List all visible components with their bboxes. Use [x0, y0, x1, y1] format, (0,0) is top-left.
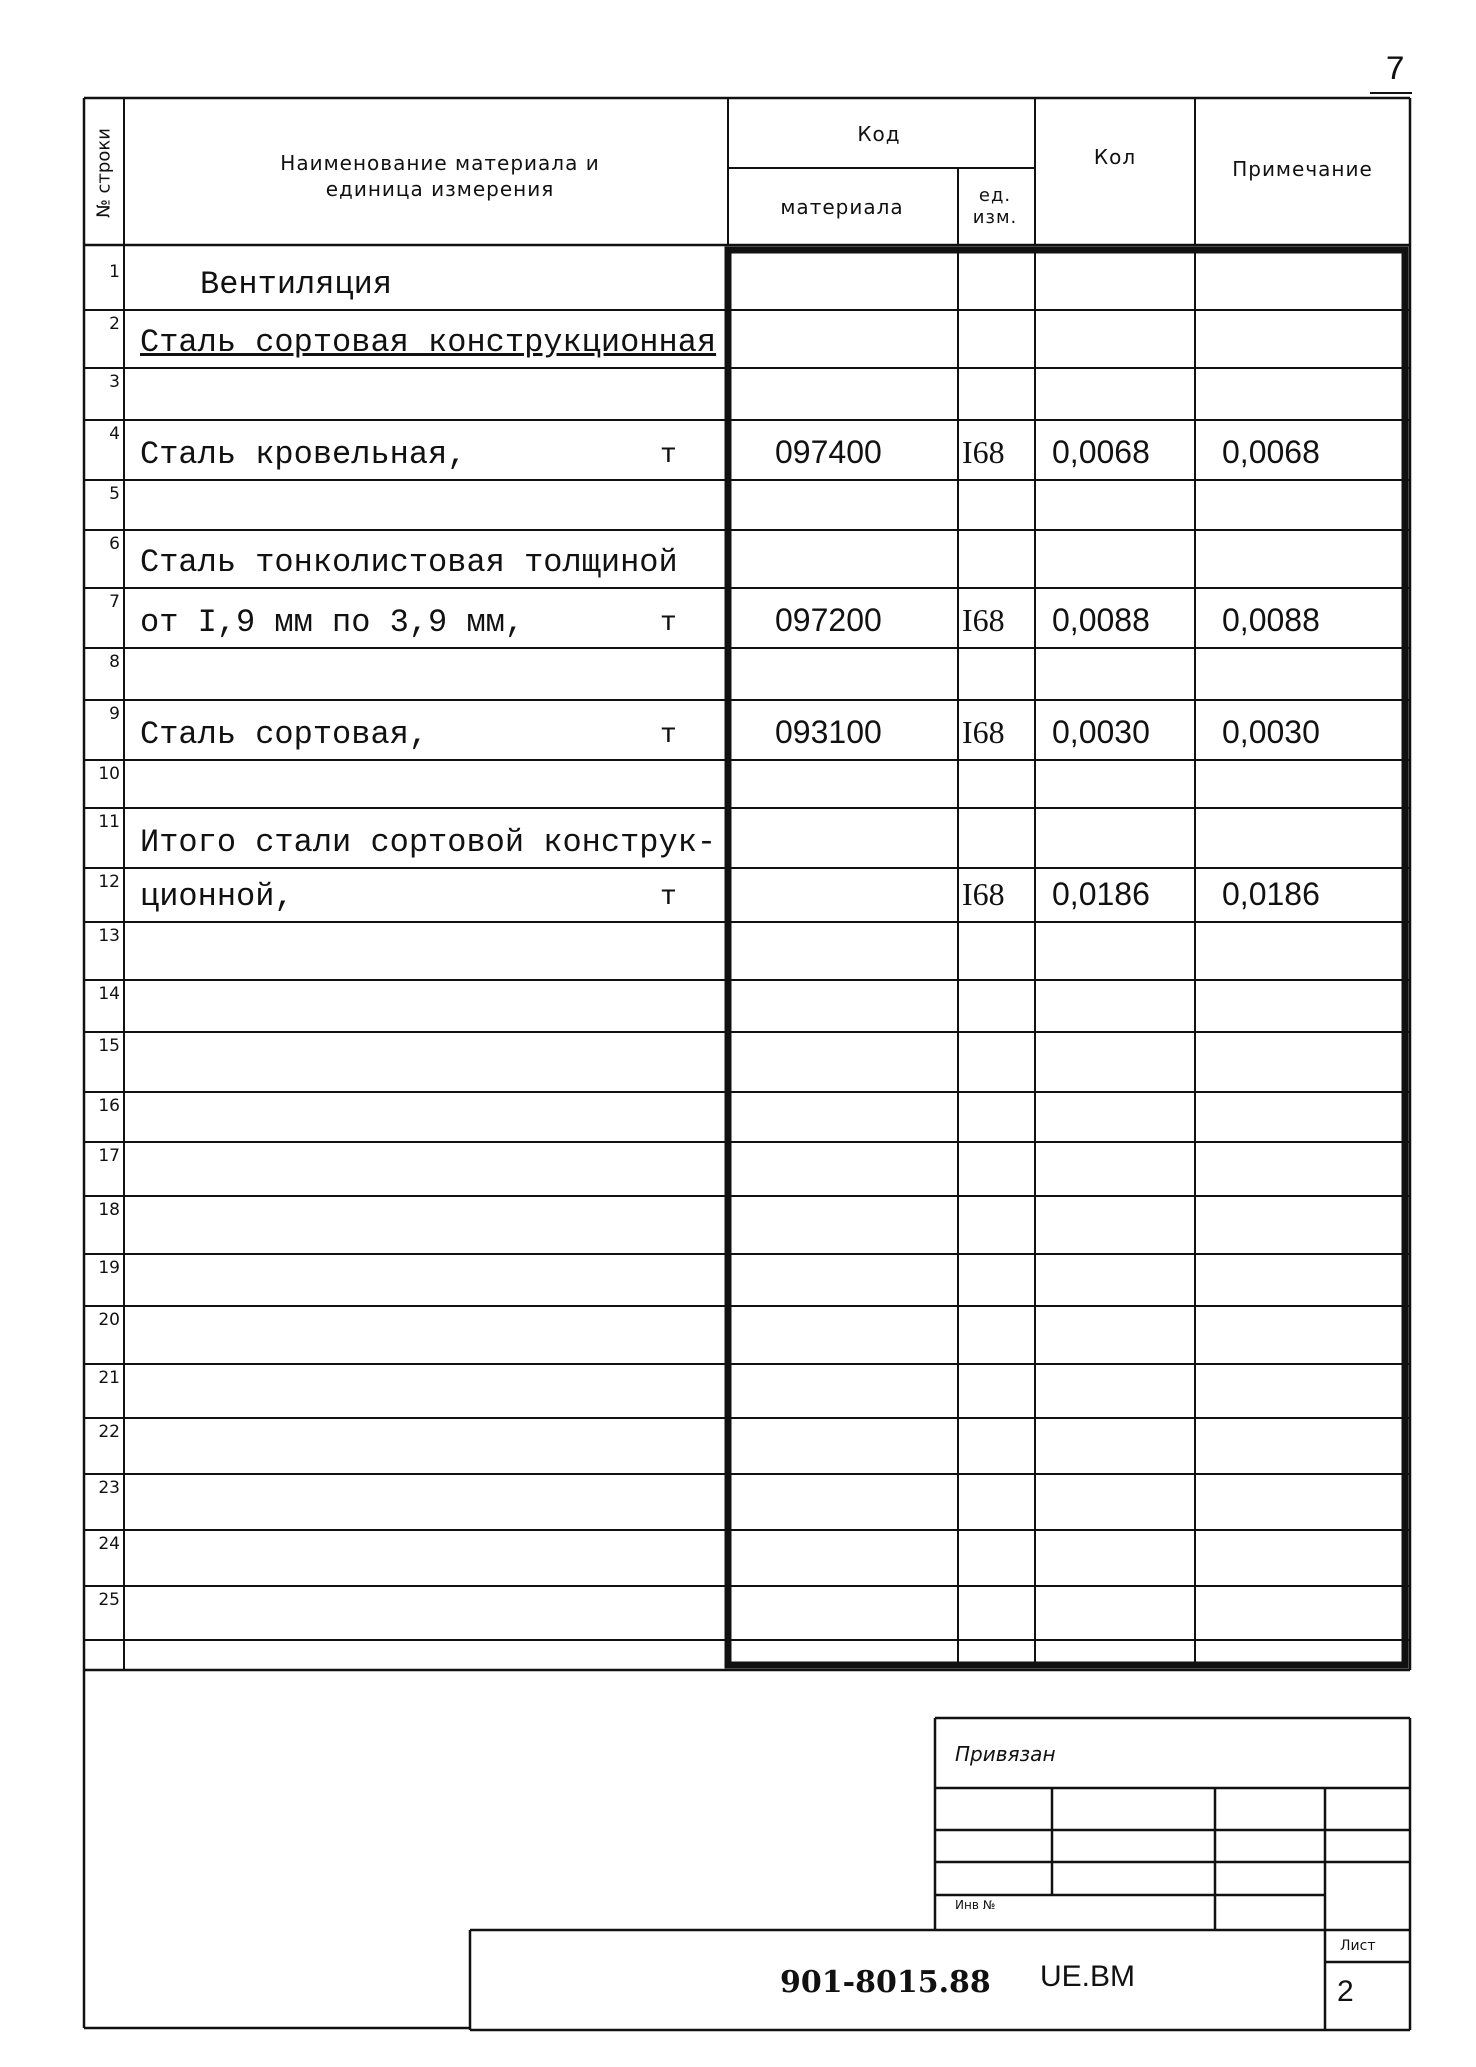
row-number: 19 — [98, 1258, 120, 1278]
row-number: 13 — [98, 926, 120, 946]
row-number: 20 — [98, 1310, 120, 1330]
quantity-header: Кол — [1093, 145, 1137, 169]
page-number-underline — [1370, 92, 1412, 94]
material-name-header: Наименование материала и единица измерения — [280, 151, 600, 201]
sheet-label: Лист — [1340, 1938, 1376, 1954]
code-material-header: материала — [780, 195, 904, 219]
row-number: 4 — [109, 424, 120, 444]
row-number: 23 — [98, 1478, 120, 1498]
row-number: 6 — [109, 534, 120, 554]
unit-label: т — [660, 882, 677, 913]
row-number: 1 — [109, 262, 120, 282]
note-value: 0,0186 — [1222, 876, 1320, 912]
row-number: 7 — [109, 592, 120, 612]
material-name: Вентиляция — [200, 266, 393, 303]
material-name: от I,9 мм по 3,9 мм, — [140, 604, 525, 641]
bound-label: Привязан — [955, 1742, 1056, 1766]
document-suffix: UE.BM — [1040, 1960, 1136, 1993]
row-number: 24 — [98, 1534, 120, 1554]
row-number: 9 — [109, 704, 120, 724]
row-number: 25 — [98, 1590, 120, 1610]
row-number: 17 — [98, 1146, 120, 1166]
quantity-value: 0,0068 — [1052, 434, 1150, 470]
unit-code: I68 — [962, 602, 1005, 638]
unit-label: т — [660, 608, 677, 639]
note-value: 0,0030 — [1222, 714, 1320, 750]
material-name: ционной, — [140, 878, 294, 915]
inventory-label: Инв № — [955, 1898, 996, 1912]
page-number: 7 — [1385, 52, 1406, 90]
row-number: 11 — [98, 812, 120, 832]
material-name: Сталь тонколистовая толщиной — [140, 544, 678, 581]
quantity-value: 0,0030 — [1052, 714, 1150, 750]
row-number: 16 — [98, 1096, 120, 1116]
row-number: 3 — [109, 372, 120, 392]
row-number: 22 — [98, 1422, 120, 1442]
row-number: 18 — [98, 1200, 120, 1220]
note-header: Примечание — [1232, 157, 1373, 181]
unit-label: т — [660, 720, 677, 751]
row-number: 12 — [98, 872, 120, 892]
quantity-value: 0,0088 — [1052, 602, 1150, 638]
unit-code: I68 — [962, 876, 1005, 912]
material-name: Сталь кровельная, — [140, 436, 467, 473]
row-number: 8 — [109, 652, 120, 672]
unit-label: т — [660, 440, 677, 471]
material-code: 097400 — [775, 434, 882, 470]
material-code: 097200 — [775, 602, 882, 638]
code-unit-header: ед. изм. — [972, 185, 1018, 228]
quantity-value: 0,0186 — [1052, 876, 1150, 912]
material-code: 093100 — [775, 714, 882, 750]
row-number: 10 — [98, 764, 120, 784]
row-number: 5 — [109, 484, 120, 504]
row-number: 14 — [98, 984, 120, 1004]
note-value: 0,0088 — [1222, 602, 1320, 638]
unit-code: I68 — [962, 434, 1005, 470]
sheet-number: 2 — [1337, 1975, 1354, 2008]
row-number: 15 — [98, 1036, 120, 1056]
material-name: Сталь сортовая конструкционная — [140, 324, 717, 361]
row-number-header: № строки — [93, 127, 115, 218]
code-header: Код — [857, 122, 901, 146]
document-code: 901-8015.88 — [780, 1965, 991, 2000]
unit-code: I68 — [962, 714, 1005, 750]
note-value: 0,0068 — [1222, 434, 1320, 470]
row-number: 21 — [98, 1368, 120, 1388]
row-number: 2 — [109, 314, 120, 334]
material-name: Сталь сортовая, — [140, 716, 429, 753]
material-name: Итого стали сортовой конструк- — [140, 824, 717, 861]
